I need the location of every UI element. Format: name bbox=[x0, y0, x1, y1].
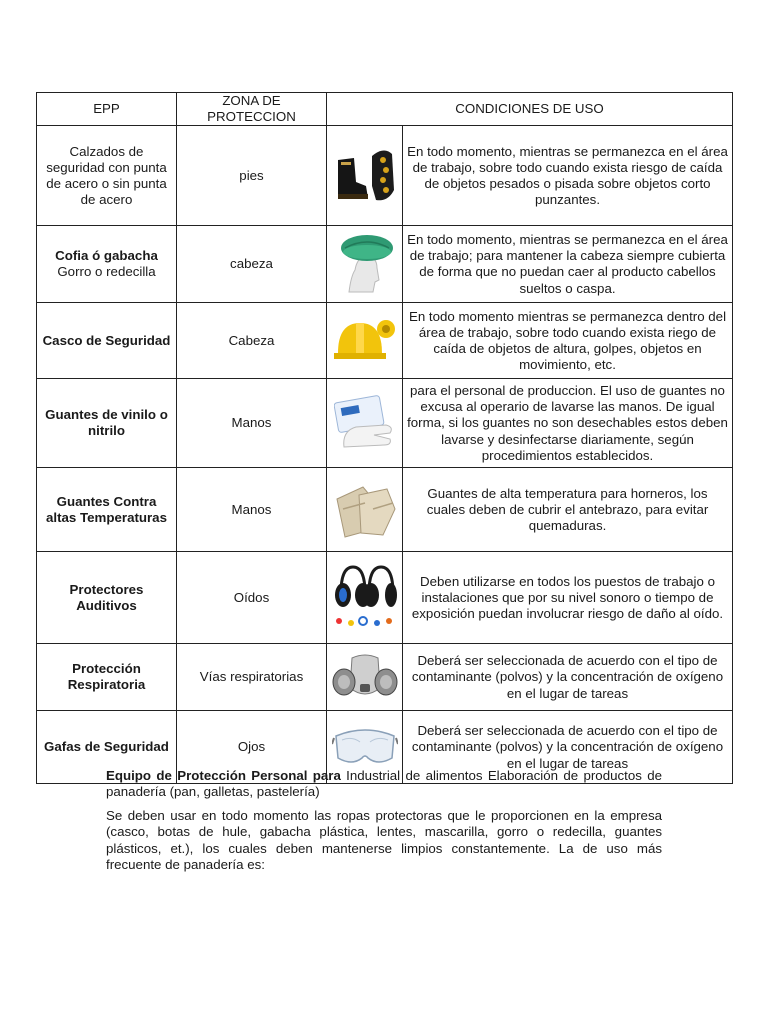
cell-image bbox=[327, 468, 403, 552]
cell-image bbox=[327, 552, 403, 644]
intro-bold: Equipo de Protección Personal para bbox=[106, 768, 341, 783]
intro-paragraph bbox=[106, 768, 662, 801]
cell-zona: pies bbox=[177, 126, 327, 226]
cell-condiciones: En todo momento, mientras se permanezca en el área de trabajo; para mantener la cabeza siempre cubierta de forma que no puedan caer al producto cabellos sueltos o caspa. bbox=[403, 226, 733, 303]
cell-condiciones: En todo momento, mientras se permanezca en el área de trabajo, sobre todo cuando exista riesgo de caída de objetos pesados o pisada sobre objetos corto punzantes. bbox=[403, 126, 733, 226]
table-row bbox=[37, 226, 733, 303]
epp-name: Protectores Auditivos bbox=[69, 581, 144, 613]
header-epp: EPP bbox=[37, 93, 177, 126]
epp-description: Gorro o redecilla bbox=[57, 264, 156, 280]
cell-condiciones: para el personal de produccion. El uso de guantes no excusa al operario de lavarse las manos. De igual forma, si los guantes no son desechables estos deben lavarse y desinfectarse diariamente, según procedimientos establecidos. bbox=[403, 379, 733, 468]
cell-zona: Manos bbox=[177, 379, 327, 468]
table-row bbox=[37, 126, 733, 226]
cell-condiciones: Deberá ser seleccionada de acuerdo con el tipo de contaminante (polvos) y la concentración de oxígeno en el lugar de tareas bbox=[403, 711, 733, 784]
cell-epp bbox=[37, 303, 177, 379]
heat-gloves-icon bbox=[331, 479, 398, 541]
header-condiciones: CONDICIONES DE USO bbox=[327, 93, 733, 126]
epp-name: Gafas de Seguridad bbox=[44, 739, 169, 755]
cell-condiciones: Deben utilizarse en todos los puestos de trabajo o instalaciones que por su nivel sonoro o tiempo de exposición puedan involucrar riesgo de daño al oído. bbox=[403, 552, 733, 644]
cell-epp bbox=[37, 468, 177, 552]
cell-zona: Ojos bbox=[177, 711, 327, 784]
cell-epp bbox=[37, 226, 177, 303]
cell-zona: Cabeza bbox=[177, 303, 327, 379]
table-row bbox=[37, 468, 733, 552]
intro-rest: Industrial de alimentos Elaboración de productos de panadería (pan, galletas, pastelería) bbox=[106, 768, 662, 800]
epp-name: Cofia ó gabacha bbox=[55, 248, 158, 264]
safety-goggles-icon bbox=[331, 722, 398, 772]
epp-name: Guantes de vinilo o nitrilo bbox=[45, 407, 168, 439]
epp-table bbox=[36, 92, 733, 784]
header-zona: ZONA DE PROTECCION bbox=[177, 93, 327, 126]
table-row bbox=[37, 552, 733, 644]
cell-image bbox=[327, 126, 403, 226]
vinyl-gloves-icon bbox=[331, 395, 398, 451]
epp-name: Casco de Seguridad bbox=[42, 332, 171, 348]
cell-zona: Vías respiratorias bbox=[177, 644, 327, 711]
table-header-row bbox=[37, 93, 733, 126]
cell-epp bbox=[37, 126, 177, 226]
cell-epp bbox=[37, 552, 177, 644]
cell-image bbox=[327, 644, 403, 711]
cell-image bbox=[327, 303, 403, 379]
cell-image bbox=[327, 379, 403, 468]
table-row bbox=[37, 379, 733, 468]
table-row bbox=[37, 303, 733, 379]
cell-condiciones: Deberá ser seleccionada de acuerdo con el tipo de contaminante (polvos) y la concentración de oxígeno en el lugar de tareas bbox=[403, 644, 733, 711]
respirator-mask-icon bbox=[331, 652, 398, 702]
epp-name: Protección Respiratoria bbox=[67, 661, 146, 693]
cell-zona: Oídos bbox=[177, 552, 327, 644]
cell-image bbox=[327, 226, 403, 303]
epp-description: Calzados de seguridad con punta de acero o sin punta de acero bbox=[46, 143, 167, 208]
cell-epp bbox=[37, 644, 177, 711]
cell-zona: Manos bbox=[177, 468, 327, 552]
safety-boots-icon bbox=[331, 146, 398, 206]
cell-condiciones: Guantes de alta temperatura para horneros, los cuales deben de cubrir el antebrazo, para evitar quemaduras. bbox=[403, 468, 733, 552]
cell-epp bbox=[37, 379, 177, 468]
hard-hat-icon bbox=[331, 315, 398, 367]
ear-protection-icon bbox=[331, 563, 398, 633]
hair-net-icon bbox=[331, 232, 398, 296]
epp-name: Guantes Contra altas Temperaturas bbox=[46, 493, 167, 525]
cell-condiciones: En todo momento mientras se permanezca dentro del área de trabajo, sobre todo cuando exista riego de caída de objetos de altura, golpes, objetos en movimiento, etc. bbox=[403, 303, 733, 379]
usage-paragraph: Se deben usar en todo momento las ropas protectoras que le proporcionen en la empresa (casco, botas de hule, gabacha plástica, lentes, mascarilla, gorro o redecilla, guantes plásticos, et.), los cuales deben mantenerse limpios constantemente. La de uso más frecuente de panadería es: bbox=[106, 808, 662, 873]
table-row bbox=[37, 644, 733, 711]
cell-zona: cabeza bbox=[177, 226, 327, 303]
